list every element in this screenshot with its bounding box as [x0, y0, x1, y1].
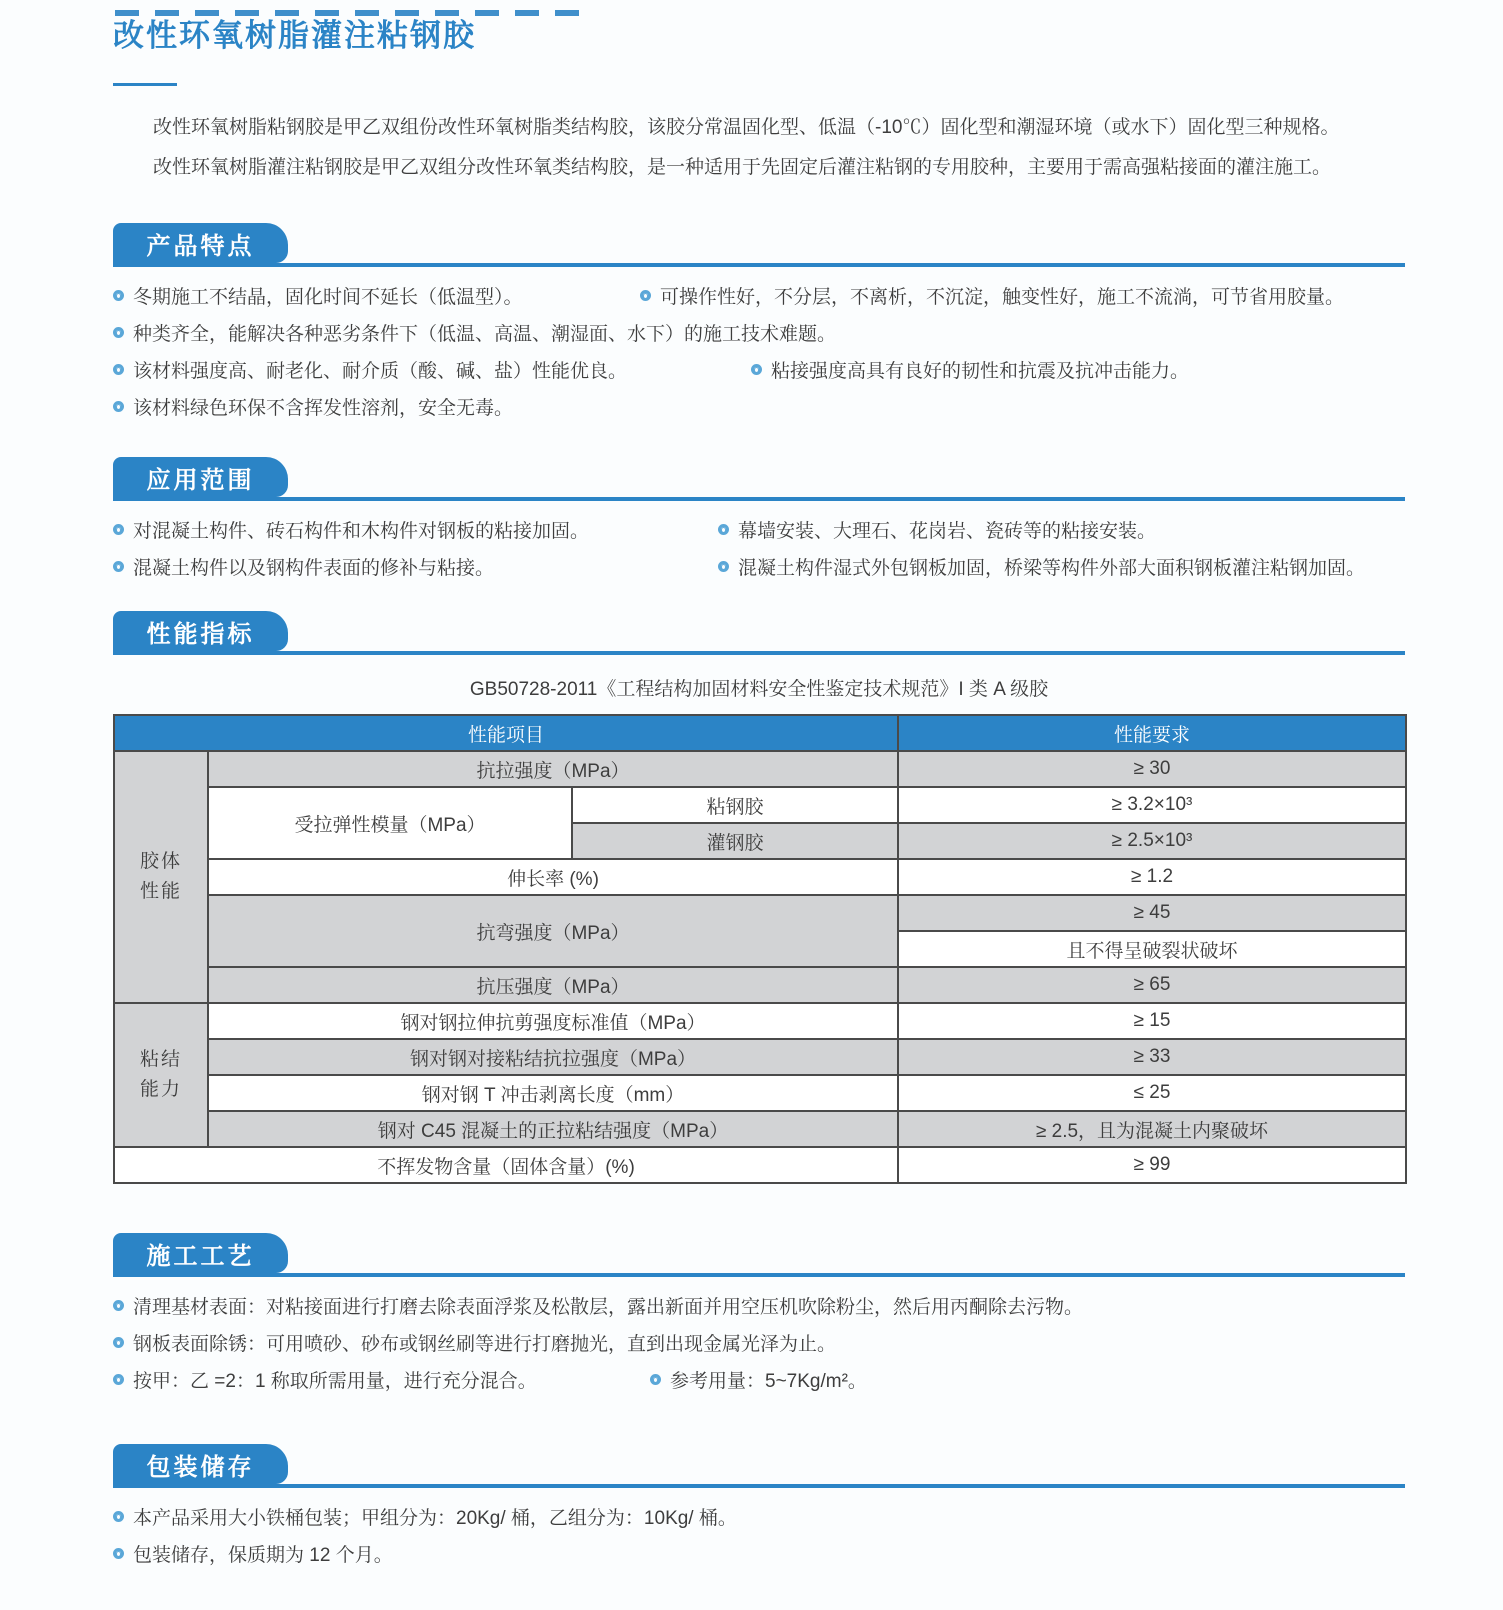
ring-bullet-icon	[113, 327, 124, 338]
performance-table	[113, 714, 1407, 1184]
intro-line: 改性环氧树脂粘钢胶是甲乙双组份改性环氧树脂类结构胶，该胶分常温固化型、低温（-10℃）固化型和潮湿环境（或水下）固化型三种规格。	[153, 117, 1340, 138]
table-cell: ≥ 45	[898, 895, 1406, 931]
table-cell: ≥ 3.2×10³	[898, 787, 1406, 823]
table-header-property: 性能项目	[114, 715, 898, 751]
title-underline-divider	[113, 83, 177, 86]
table-row	[114, 751, 1406, 787]
table-cell: ≥ 2.5×10³	[898, 823, 1406, 859]
list-item	[113, 1371, 650, 1393]
list-item-text: 可操作性好，不分层，不离析，不沉淀，触变性好，施工不流淌，可节省用胶量。	[660, 287, 1345, 308]
table-cell: 抗弯强度（MPa）	[208, 895, 898, 967]
section-packaging	[113, 1444, 1405, 1567]
table-cell: 钢对钢拉伸抗剪强度标准值（MPa）	[208, 1003, 898, 1039]
table-cell: 且不得呈破裂状破坏	[898, 931, 1406, 967]
list-item-text: 幕墙安装、大理石、花岗岩、瓷砖等的粘接安装。	[738, 521, 1157, 542]
table-cell: 钢对钢 T 冲击剥离长度（mm）	[208, 1075, 898, 1111]
list-item	[718, 521, 1156, 543]
table-cell: ≥ 65	[898, 967, 1406, 1003]
list-item-text: 粘接强度高具有良好的韧性和抗震及抗冲击能力。	[771, 361, 1190, 382]
list-item	[113, 1545, 393, 1567]
section-tab-label: 应用范围	[146, 466, 255, 494]
table-caption: GB50728-2011《工程结构加固材料安全性鉴定技术规范》I 类 A 级胶	[469, 679, 1049, 700]
list-item	[718, 558, 1365, 580]
list-item	[113, 398, 513, 420]
table-cell: ≥ 1.2	[898, 859, 1406, 895]
table-cell: 粘钢胶	[572, 787, 898, 823]
ring-bullet-icon	[718, 561, 729, 572]
table-cell: 不挥发物含量（固体含量）(%)	[114, 1147, 898, 1183]
table-cell: ≥ 99	[898, 1147, 1406, 1183]
table-row	[114, 1075, 1406, 1111]
section-tab-features	[113, 223, 288, 263]
ring-bullet-icon	[751, 364, 762, 375]
section-tab-label: 性能指标	[146, 620, 255, 648]
section-applications	[113, 457, 1405, 580]
list-item-text: 混凝土构件湿式外包钢板加固，桥梁等构件外部大面积钢板灌注粘钢加固。	[738, 558, 1366, 579]
ring-bullet-icon	[718, 524, 729, 535]
ring-bullet-icon	[113, 1337, 124, 1348]
list-item-text: 该材料强度高、耐老化、耐介质（酸、碱、盐）性能优良。	[133, 361, 628, 382]
ring-bullet-icon	[640, 290, 651, 301]
table-header-requirement: 性能要求	[898, 715, 1406, 751]
ring-bullet-icon	[113, 401, 124, 412]
features-list	[113, 287, 1405, 420]
list-item-text: 清理基材表面：对粘接面进行打磨去除表面浮浆及松散层，露出新面并用空压机吹除粉尘，然后用丙酮除去污物。	[133, 1297, 1084, 1318]
list-item-text: 包装储存，保质期为 12 个月。	[133, 1545, 393, 1566]
list-item-text: 冬期施工不结晶，固化时间不延长（低温型）。	[133, 287, 523, 308]
table-row	[114, 967, 1406, 1003]
table-row	[114, 1147, 1406, 1183]
datasheet-page	[0, 10, 1503, 1567]
packaging-list	[113, 1508, 1405, 1567]
ring-bullet-icon	[113, 1300, 124, 1311]
list-item-text: 钢板表面除锈：可用喷砂、砂布或钢丝刷等进行打磨抛光，直到出现金属光泽为止。	[133, 1334, 837, 1355]
table-cell: ≥ 2.5，且为混凝土内聚破坏	[898, 1111, 1406, 1147]
process-list	[113, 1297, 1405, 1393]
section-features	[113, 223, 1405, 420]
table-cell: 钢对 C45 混凝土的正拉粘结强度（MPa）	[208, 1111, 898, 1147]
list-item-text: 本产品采用大小铁桶包装；甲组分为：20Kg/ 桶，乙组分为：10Kg/ 桶。	[133, 1508, 737, 1529]
section-performance	[113, 611, 1405, 1184]
list-item	[751, 361, 1189, 383]
ring-bullet-icon	[113, 1374, 124, 1385]
ring-bullet-icon	[650, 1374, 661, 1385]
ring-bullet-icon	[113, 561, 124, 572]
section-tab-performance	[113, 611, 288, 651]
table-cell: 伸长率 (%)	[208, 859, 898, 895]
list-item	[113, 287, 640, 309]
list-item	[113, 558, 718, 580]
section-tab-applications	[113, 457, 288, 497]
table-header-row	[114, 715, 1406, 751]
section-header-performance	[113, 611, 1405, 655]
ring-bullet-icon	[113, 1511, 124, 1522]
ring-bullet-icon	[113, 364, 124, 375]
section-header-process	[113, 1233, 1405, 1277]
list-item-text: 混凝土构件以及钢构件表面的修补与粘接。	[133, 558, 495, 579]
section-tab-label: 包装储存	[146, 1453, 255, 1481]
page-title: 改性环氧树脂灌注粘钢胶	[113, 18, 476, 53]
list-item	[650, 1371, 867, 1393]
section-tab-label: 施工工艺	[146, 1242, 255, 1270]
table-cell: 钢对钢对接粘结抗拉强度（MPa）	[208, 1039, 898, 1075]
intro-line: 改性环氧树脂灌注粘钢胶是甲乙双组分改性环氧类结构胶，是一种适用于先固定后灌注粘钢的专用胶种，主要用于需高强粘接面的灌注施工。	[153, 157, 1332, 178]
list-item	[640, 287, 1344, 309]
table-cell: ≤ 25	[898, 1075, 1406, 1111]
applications-list	[113, 521, 1405, 580]
table-row	[114, 787, 1406, 823]
list-item-text: 按甲：乙 =2：1 称取所需用量，进行充分混合。	[133, 1371, 537, 1392]
table-cell: 受拉弹性模量（MPa）	[208, 787, 572, 859]
list-item	[113, 1508, 737, 1530]
ring-bullet-icon	[113, 524, 124, 535]
section-header-applications	[113, 457, 1405, 501]
table-row	[114, 1003, 1406, 1039]
table-row	[114, 1111, 1406, 1147]
group-cell-bond-capability: 粘结能力	[114, 1003, 208, 1147]
intro-paragraphs	[113, 116, 1405, 179]
list-item	[113, 1334, 836, 1356]
list-item-text: 该材料绿色环保不含挥发性溶剂，安全无毒。	[133, 398, 514, 419]
ring-bullet-icon	[113, 1548, 124, 1559]
list-item	[113, 1297, 1083, 1319]
list-item	[113, 324, 836, 346]
table-cell: ≥ 15	[898, 1003, 1406, 1039]
table-row	[114, 895, 1406, 931]
section-tab-packaging	[113, 1444, 288, 1484]
list-item-text: 对混凝土构件、砖石构件和木构件对钢板的粘接加固。	[133, 521, 590, 542]
table-row	[114, 1039, 1406, 1075]
table-cell: ≥ 33	[898, 1039, 1406, 1075]
table-cell: 灌钢胶	[572, 823, 898, 859]
section-header-packaging	[113, 1444, 1405, 1488]
list-item	[113, 361, 751, 383]
table-row	[114, 859, 1406, 895]
section-header-features	[113, 223, 1405, 267]
group-cell-body-performance: 胶体性能	[114, 751, 208, 1003]
table-cell: ≥ 30	[898, 751, 1406, 787]
table-cell: 抗拉强度（MPa）	[208, 751, 898, 787]
section-tab-label: 产品特点	[146, 232, 255, 260]
ring-bullet-icon	[113, 290, 124, 301]
section-process	[113, 1233, 1405, 1393]
list-item-text: 种类齐全，能解决各种恶劣条件下（低温、高温、潮湿面、水下）的施工技术难题。	[133, 324, 837, 345]
list-item-text: 参考用量：5~7Kg/m²。	[670, 1371, 867, 1392]
table-cell: 抗压强度（MPa）	[208, 967, 898, 1003]
list-item	[113, 521, 718, 543]
section-tab-process	[113, 1233, 288, 1273]
